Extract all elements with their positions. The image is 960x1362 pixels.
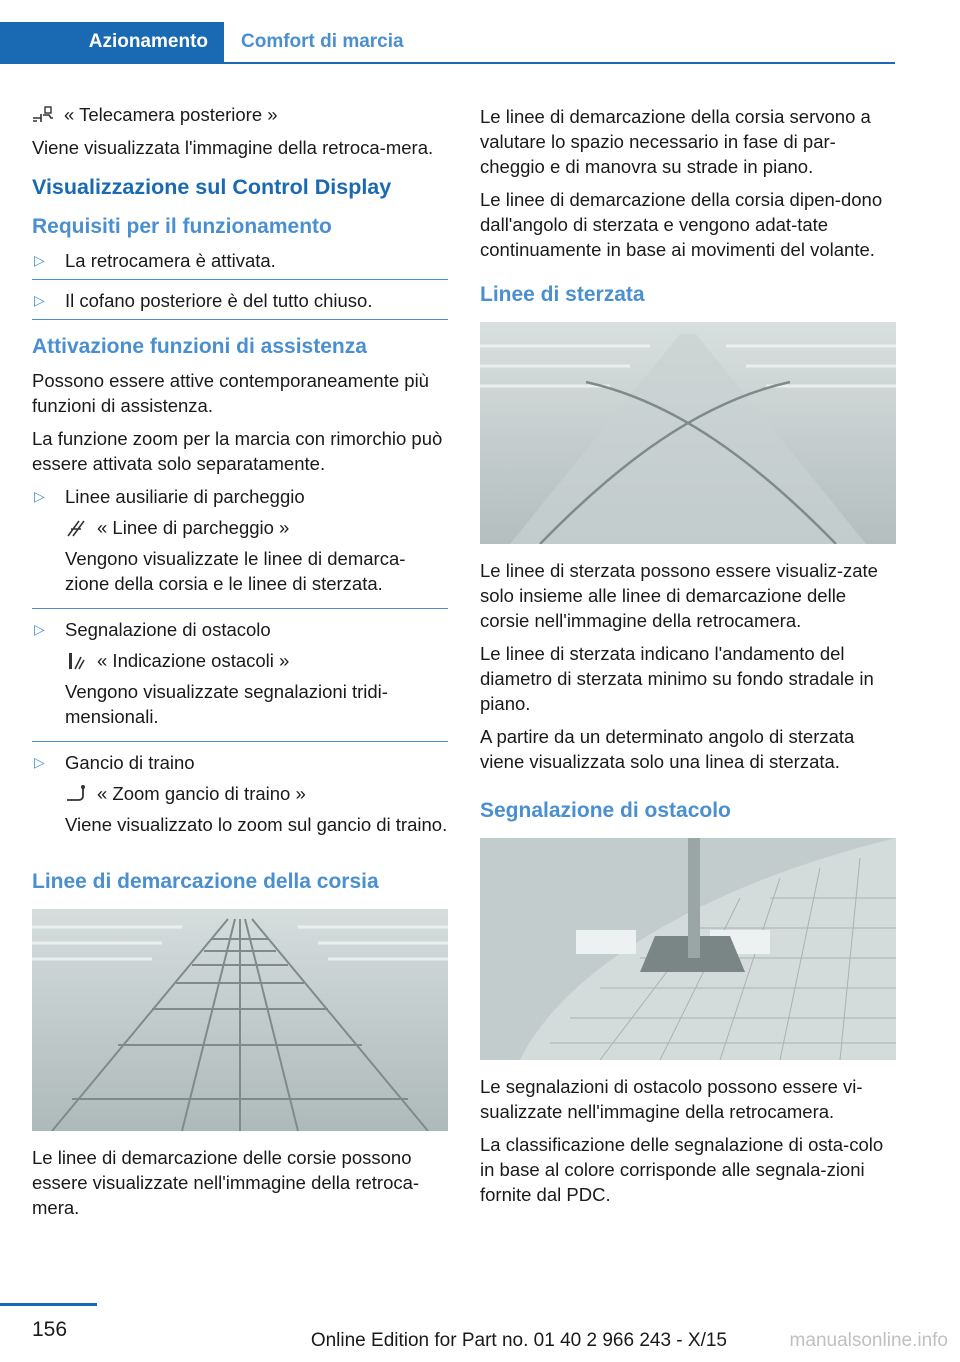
heading-ostacolo: Segnalazione di ostacolo (480, 799, 731, 822)
chapter-tabs (0, 22, 895, 64)
list-item: ▷ Linee ausiliarie di parcheggio « Linee di parcheggio » Vengono visualizzate le linee di demarca-zione della corsia e le linee di sterzata. (32, 484, 448, 609)
edition-text: Online Edition for Part no. 01 40 2 966 243 - X/15 (310, 1330, 727, 1351)
triangle-bullet-icon: ▷ (34, 621, 45, 637)
triangle-bullet-icon: ▷ (34, 292, 45, 308)
list-item: ▷ Segnalazione di ostacolo « Indicazione ostacoli » Vengono visualizzate segnalazioni tridi-mensionali. (32, 617, 448, 742)
heading-requisiti: Requisiti per il funzionamento (32, 215, 332, 238)
steering-lines-figure (480, 322, 896, 544)
right-text-1: Le linee di demarcazione della corsia servono a valutare lo spazio necessario in fase di par-cheggio e di manovra su strade in piano. (480, 106, 871, 177)
obstacle-figure (480, 838, 896, 1060)
right-text-7: La classificazione delle segnalazione di osta-colo in base al colore corrisponde alle segnala-zioni fornite dal PDC. (480, 1134, 884, 1205)
list-item: ▷ Gancio di traino « Zoom gancio di traino » Viene visualizzato lo zoom sul gancio di traino. (34, 752, 448, 835)
requirements-list (32, 248, 448, 320)
functions-list (32, 484, 448, 849)
attivazione-text-2: La funzione zoom per la marcia con rimorchio può essere attivata solo separatamente. (32, 428, 443, 474)
triangle-bullet-icon: ▷ (34, 252, 45, 268)
triangle-bullet-icon: ▷ (34, 754, 45, 770)
heading-attivazione: Attivazione funzioni di assistenza (32, 335, 367, 358)
lane-lines-figure (32, 909, 448, 1131)
right-text-4: Le linee di sterzata indicano l'andamento del diametro di sterzata minimo su fondo stradale in piano. (480, 643, 874, 714)
left-column (32, 102, 448, 1228)
list-item: ▷ Il cofano posteriore è del tutto chiuso. (32, 288, 448, 320)
watermark: manualsonline.info (789, 1330, 948, 1351)
right-text-3: Le linee di sterzata possono essere visualiz-zate solo insieme alle linee di demarcazione delle corsie nell'immagine della retrocamera. (480, 560, 878, 631)
footer-rule (0, 1303, 97, 1306)
list-item: ▷ La retrocamera è attivata. (32, 248, 448, 280)
tab-comfort-di-marcia[interactable]: Comfort di marcia (241, 31, 404, 52)
page-number: 156 (32, 1318, 68, 1341)
heading-demarcazione: Linee di demarcazione della corsia (32, 870, 379, 893)
heading-sterzata: Linee di sterzata (480, 283, 645, 306)
triangle-bullet-icon: ▷ (34, 488, 45, 504)
attivazione-text-1: Possono essere attive contemporaneamente più funzioni di assistenza. (32, 370, 429, 416)
tab-azionamento[interactable]: Azionamento (0, 22, 224, 62)
right-text-5: A partire da un determinato angolo di sterzata viene visualizzata solo una linea di sterzata. (480, 726, 855, 772)
heading-display: Visualizzazione sul Control Display (32, 175, 392, 199)
camera-line (32, 102, 448, 127)
obstacle-icon (65, 651, 87, 671)
demarcazione-text: Le linee di demarcazione delle corsie possono essere visualizzate nell'immagine della retroca-mera. (32, 1147, 420, 1218)
camera-label: « Telecamera posteriore » (64, 104, 278, 125)
right-column (480, 104, 896, 1215)
right-text-2: Le linee di demarcazione della corsia dipen-dono dall'angolo di sterzata e vengono adat-tate continuamente in base ai movimenti del volante. (480, 189, 883, 260)
right-text-6: Le segnalazioni di ostacolo possono essere vi-sualizzate nell'immagine della retrocamera. (480, 1076, 863, 1122)
camera-text: Viene visualizzata l'immagine della retroca-mera. (32, 137, 434, 158)
rear-camera-icon (32, 105, 54, 125)
tow-hitch-icon (65, 784, 87, 804)
parking-lines-icon (65, 518, 87, 538)
